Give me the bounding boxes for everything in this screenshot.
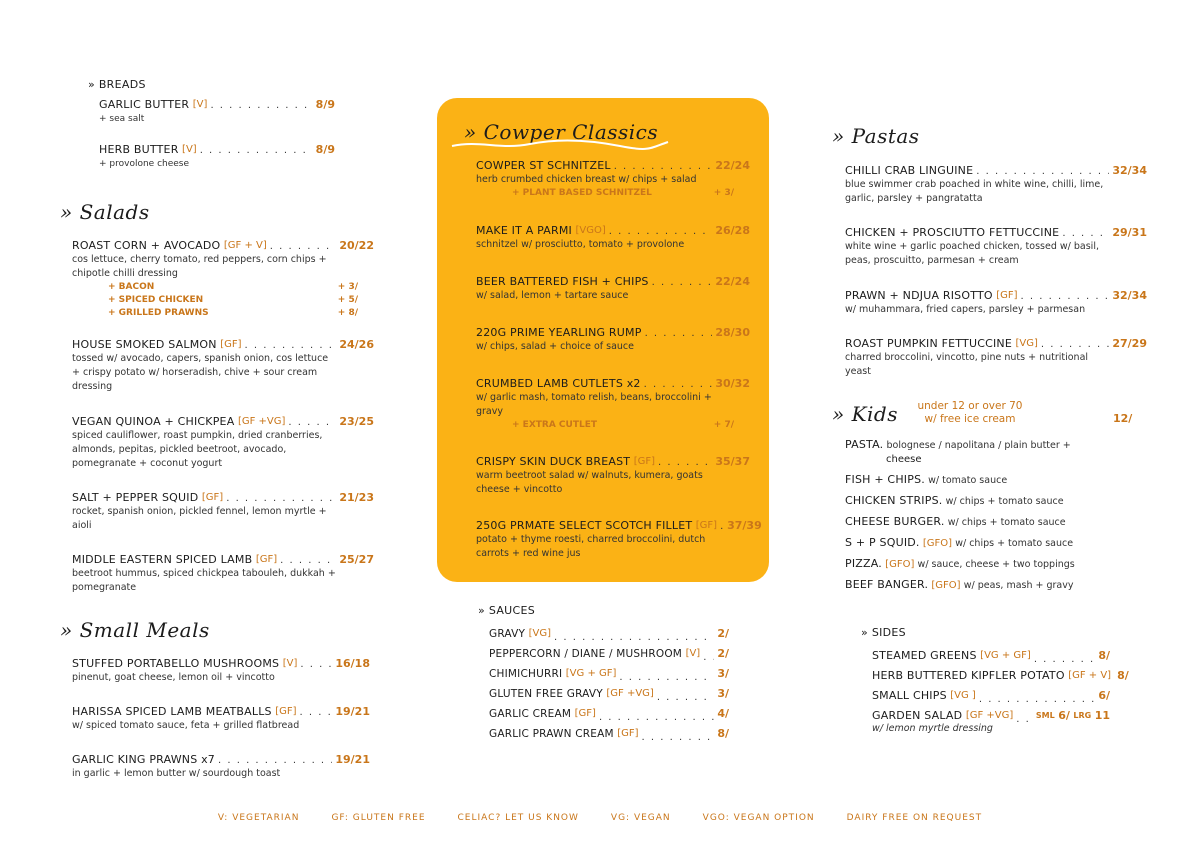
kids-list <box>845 438 1145 596</box>
sauces-heading: » SAUCES <box>478 604 536 617</box>
item-name: GRAVY <box>489 628 526 640</box>
item-price: 4/ <box>717 707 729 720</box>
item-name: STEAMED GREENS <box>872 649 977 662</box>
cowper-classics-heading: » Cowper Classics <box>464 120 659 144</box>
item-desc: w/ sauce, cheese + two toppings <box>917 559 1075 570</box>
list-item <box>872 686 1110 706</box>
item-tag: [GF + V] <box>1068 670 1112 681</box>
kids-note-icecream: w/ free ice cream <box>924 413 1016 425</box>
addon-label: + GRILLED PRAWNS <box>108 308 209 318</box>
item-desc: w/ chips + tomato sauce <box>947 517 1066 528</box>
menu-item <box>72 415 374 471</box>
item-tag: [GF] <box>617 728 639 739</box>
kids-heading: » Kids <box>832 402 898 426</box>
item-name: COWPER ST SCHNITZEL <box>476 159 611 172</box>
breads-heading: » BREADS <box>88 78 146 91</box>
item-tag: [GF] <box>275 706 297 717</box>
item-tag: [V] <box>685 648 701 659</box>
item-desc: tossed w/ avocado, capers, spanish onion, cos lettuce + crispy potato w/ horseradish, chive + sour cream dressing <box>72 353 329 392</box>
item-desc: herb crumbed chicken breast w/ chips + salad <box>476 174 697 185</box>
item-tag: [GF] <box>574 708 596 719</box>
item-price: 29/31 <box>1112 226 1147 239</box>
addon-price: + 7/ <box>713 420 734 430</box>
item-name: HOUSE SMOKED SALMON <box>72 338 217 351</box>
item-price-small: 6/ <box>1058 709 1070 722</box>
item-name: STUFFED PORTABELLO MUSHROOMS <box>72 657 280 670</box>
item-tag: [VG] <box>1015 338 1038 349</box>
item-tag: [GFO] <box>931 580 961 591</box>
addon-label: + PLANT BASED SCHNITZEL <box>512 188 652 198</box>
legend-vegan: VG: VEGAN <box>610 813 671 823</box>
menu-item <box>72 705 370 733</box>
item-price: 8/9 <box>315 143 335 156</box>
legend-vegan-option: VGO: VEGAN OPTION <box>702 813 815 823</box>
item-name: PASTA. <box>845 438 884 451</box>
item-name: SMALL CHIPS <box>872 689 947 702</box>
item-price: 22/24 <box>715 159 750 172</box>
item-desc: w/ chips + tomato sauce <box>945 496 1064 507</box>
item-price: 26/28 <box>715 224 750 237</box>
item-price: 8/9 <box>315 98 335 111</box>
item-name: GARLIC CREAM <box>489 708 572 720</box>
list-item <box>872 666 1129 686</box>
item-desc: warm beetroot salad w/ walnuts, kumera, goats cheese + vincotto <box>476 470 703 495</box>
item-name: BEER BATTERED FISH + CHIPS <box>476 275 649 288</box>
item-name: VEGAN QUINOA + CHICKPEA <box>72 415 235 428</box>
item-name: 220G PRIME YEARLING RUMP <box>476 326 642 339</box>
item-name: GARLIC KING PRAWNS x7 <box>72 753 215 766</box>
list-item <box>489 704 729 724</box>
item-name: CHILLI CRAB LINGUINE <box>845 164 974 177</box>
legend-celiac: CELIAC? LET US KNOW <box>457 813 579 823</box>
item-desc: white wine + garlic poached chicken, tossed w/ basil, peas, proscuitto, parmesan + cream <box>845 241 1099 266</box>
sides-list <box>872 646 1129 735</box>
legend-dairy-free: DAIRY FREE ON REQUEST <box>846 813 983 823</box>
item-price: 35/37 <box>715 455 750 468</box>
wavy-underline-icon <box>450 136 670 152</box>
kids-note-age: under 12 or over 70 <box>917 400 1023 412</box>
item-price: 3/ <box>717 687 729 700</box>
item-tag: [GF] <box>255 554 278 565</box>
item-price: 22/24 <box>715 275 750 288</box>
item-name: CRISPY SKIN DUCK BREAST <box>476 455 631 468</box>
item-desc: rocket, spanish onion, pickled fennel, lemon myrtle + aioli <box>72 506 327 531</box>
list-item <box>845 512 1145 533</box>
item-name: FISH + CHIPS. <box>845 473 925 486</box>
item-tag: [GF + V] <box>223 240 267 251</box>
item-name: GARDEN SALAD <box>872 709 963 722</box>
menu-item <box>476 377 750 432</box>
item-tag: [VGO] <box>575 225 606 236</box>
menu-item <box>476 326 750 354</box>
addon-row <box>108 294 358 307</box>
item-tag: [GFO] <box>885 559 915 570</box>
item-price: 19/21 <box>335 705 370 718</box>
pastas-heading: » Pastas <box>832 124 920 148</box>
item-desc: w/ peas, mash + gravy <box>963 580 1074 591</box>
item-price: 32/34 <box>1112 289 1147 302</box>
item-name: HERB BUTTER <box>99 143 179 156</box>
menu-item <box>72 491 374 533</box>
list-item <box>489 664 729 684</box>
menu-item <box>72 753 370 781</box>
item-price: 23/25 <box>339 415 374 428</box>
item-name: CHICKEN STRIPS. <box>845 494 943 507</box>
addon-price: + 3/ <box>713 188 734 198</box>
legend-gluten-free: GF: GLUTEN FREE <box>331 813 426 823</box>
item-desc: beetroot hummus, spiced chickpea tabouleh, dukkah + pomegranate <box>72 568 336 593</box>
item-price: 20/22 <box>339 239 374 252</box>
list-item <box>845 554 1145 575</box>
item-desc: + sea salt <box>99 114 145 124</box>
item-price-large: 11 <box>1094 709 1110 722</box>
item-tag: [GF +VG] <box>237 416 286 427</box>
item-name: MIDDLE EASTERN SPICED LAMB <box>72 553 253 566</box>
item-price: 16/18 <box>335 657 370 670</box>
small-meals-heading: » Small Meals <box>60 618 210 642</box>
menu-item <box>476 455 750 497</box>
item-tag: [GF] <box>633 456 656 467</box>
item-name: GARLIC BUTTER <box>99 98 190 111</box>
list-item <box>489 724 729 744</box>
item-name: SALT + PEPPER SQUID <box>72 491 199 504</box>
addon-row <box>108 307 358 320</box>
item-name: HARISSA SPICED LAMB MEATBALLS <box>72 705 272 718</box>
item-tag: [GF] <box>996 290 1018 301</box>
item-desc: spiced cauliflower, roast pumpkin, dried cranberries, almonds, pepitas, pickled beetroot, avocado, pomegranate + coconut yogurt <box>72 430 323 469</box>
item-tag: [V] <box>282 658 298 669</box>
item-price: 19/21 <box>335 753 370 766</box>
item-tag: [GF] <box>201 492 224 503</box>
item-desc: potato + thyme roesti, charred broccolini, dutch carrots + red wine jus <box>476 534 706 559</box>
menu-item <box>845 164 1147 206</box>
item-desc: + provolone cheese <box>99 159 190 169</box>
menu-item <box>72 553 374 595</box>
item-name: 250G PRMATE SELECT SCOTCH FILLET <box>476 519 693 532</box>
addon-label: + EXTRA CUTLET <box>512 420 598 430</box>
item-desc: bolognese / napolitana / plain butter + <box>886 440 1071 451</box>
item-price: 2/ <box>717 627 729 640</box>
item-price: 32/34 <box>1112 164 1147 177</box>
menu-item <box>72 657 370 685</box>
item-name: S + P SQUID. <box>845 536 920 549</box>
item-desc-cont: cheese <box>886 454 922 465</box>
item-tag: [VG + GF] <box>565 668 617 679</box>
menu-item <box>476 275 750 303</box>
item-tag: [GF] <box>695 520 718 531</box>
salads-heading: » Salads <box>60 200 150 224</box>
addon-label: + SPICED CHICKEN <box>108 295 204 305</box>
list-item <box>489 624 729 644</box>
item-name: GARLIC PRAWN CREAM <box>489 728 614 740</box>
item-name: ROAST PUMPKIN FETTUCCINE <box>845 337 1012 350</box>
addon-price: + 3/ <box>337 282 358 292</box>
item-tag: [V] <box>182 144 197 155</box>
item-name: BEEF BANGER. <box>845 578 929 591</box>
item-tag: [VG] <box>528 628 552 639</box>
addon-price: + 5/ <box>337 295 358 305</box>
addon-label: + BACON <box>108 282 155 292</box>
item-name: CHEESE BURGER. <box>845 515 945 528</box>
legend-vegetarian: V: VEGETARIAN <box>217 813 300 823</box>
addon-row <box>108 281 358 294</box>
item-tag: [GF +VG] <box>965 710 1014 721</box>
item-price: 37/39 <box>727 519 762 532</box>
item-price: 25/27 <box>339 553 374 566</box>
menu-item <box>845 337 1147 379</box>
sides-heading: » SIDES <box>861 626 906 639</box>
menu-item <box>99 98 335 126</box>
addon-price: + 8/ <box>337 308 358 318</box>
item-price: 2/ <box>717 647 729 660</box>
menu-item <box>476 159 750 200</box>
item-tag: [VG + GF] <box>980 650 1031 661</box>
item-name: PEPPERCORN / DIANE / MUSHROOM <box>489 648 683 660</box>
list-item <box>489 644 729 664</box>
list-item <box>845 438 1145 453</box>
item-desc: w/ garlic mash, tomato relish, beans, broccolini + gravy <box>476 392 712 417</box>
item-desc: w/ muhammara, fried capers, parsley + parmesan <box>845 304 1086 315</box>
item-desc: schnitzel w/ prosciutto, tomato + provolone <box>476 239 685 250</box>
item-name: ROAST CORN + AVOCADO <box>72 239 221 252</box>
item-name: CRUMBED LAMB CUTLETS x2 <box>476 377 641 390</box>
item-desc: pinenut, goat cheese, lemon oil + vincotto <box>72 672 275 683</box>
menu-item <box>99 143 335 171</box>
item-desc: charred broccolini, vincotto, pine nuts + nutritional yeast <box>845 352 1089 377</box>
item-tag: [GFO] <box>922 538 953 549</box>
addon-row <box>512 187 734 200</box>
item-desc: w/ salad, lemon + tartare sauce <box>476 290 629 301</box>
item-name: CHICKEN + PROSCIUTTO FETTUCCINE <box>845 226 1060 239</box>
item-name: GLUTEN FREE GRAVY <box>489 688 603 700</box>
list-item <box>845 533 1145 554</box>
item-price: 6/ <box>1098 689 1110 702</box>
addon-row <box>512 419 734 432</box>
item-tag: [VG ] <box>950 690 976 701</box>
item-desc: w/ chips, salad + choice of sauce <box>476 341 634 352</box>
price-size-label: SML <box>1035 711 1055 720</box>
item-price: 24/26 <box>339 338 374 351</box>
item-desc: w/ spiced tomato sauce, feta + grilled flatbread <box>72 720 300 731</box>
list-item <box>489 684 729 704</box>
list-item <box>845 575 1145 596</box>
menu-item <box>476 224 750 252</box>
item-desc: w/ chips + tomato sauce <box>955 538 1074 549</box>
item-desc: in garlic + lemon butter w/ sourdough toast <box>72 768 281 779</box>
item-name: HERB BUTTERED KIPFLER POTATO <box>872 669 1065 682</box>
menu-item <box>72 338 374 394</box>
menu-item <box>845 289 1147 317</box>
item-name: CHIMICHURRI <box>489 668 563 680</box>
item-name: PRAWN + NDJUA RISOTTO <box>845 289 993 302</box>
list-item <box>872 646 1110 666</box>
item-desc: w/ lemon myrtle dressing <box>872 723 993 734</box>
item-name: MAKE IT A PARMI <box>476 224 572 237</box>
dietary-legend <box>0 813 1200 823</box>
item-price: 28/30 <box>715 326 750 339</box>
item-tag: [V] <box>192 99 208 110</box>
item-price: 8/ <box>1117 669 1129 682</box>
list-item <box>845 491 1145 512</box>
item-desc: blue swimmer crab poached in white wine, chilli, lime, garlic, parsley + pangratatta <box>845 179 1104 204</box>
menu-item <box>845 226 1147 268</box>
item-name: PIZZA. <box>845 557 882 570</box>
item-price: 3/ <box>717 667 729 680</box>
kids-price: 12/ <box>1113 412 1133 425</box>
item-price: 27/29 <box>1112 337 1147 350</box>
item-price: 21/23 <box>339 491 374 504</box>
kids-note <box>900 400 1040 426</box>
menu-item <box>72 239 374 320</box>
menu-item <box>476 519 762 561</box>
sauce-list <box>489 624 729 744</box>
item-desc: w/ tomato sauce <box>928 475 1008 486</box>
list-item <box>845 470 1145 491</box>
item-tag: [GF +VG] <box>606 688 654 699</box>
price-size-label: LRG <box>1073 711 1092 720</box>
item-tag: [GF] <box>220 339 242 350</box>
item-price: 30/32 <box>715 377 750 390</box>
item-price: 8/ <box>717 727 729 740</box>
item-price: 8/ <box>1098 649 1110 662</box>
item-desc: cos lettuce, cherry tomato, red peppers, corn chips + chipotle chilli dressing <box>72 254 327 279</box>
